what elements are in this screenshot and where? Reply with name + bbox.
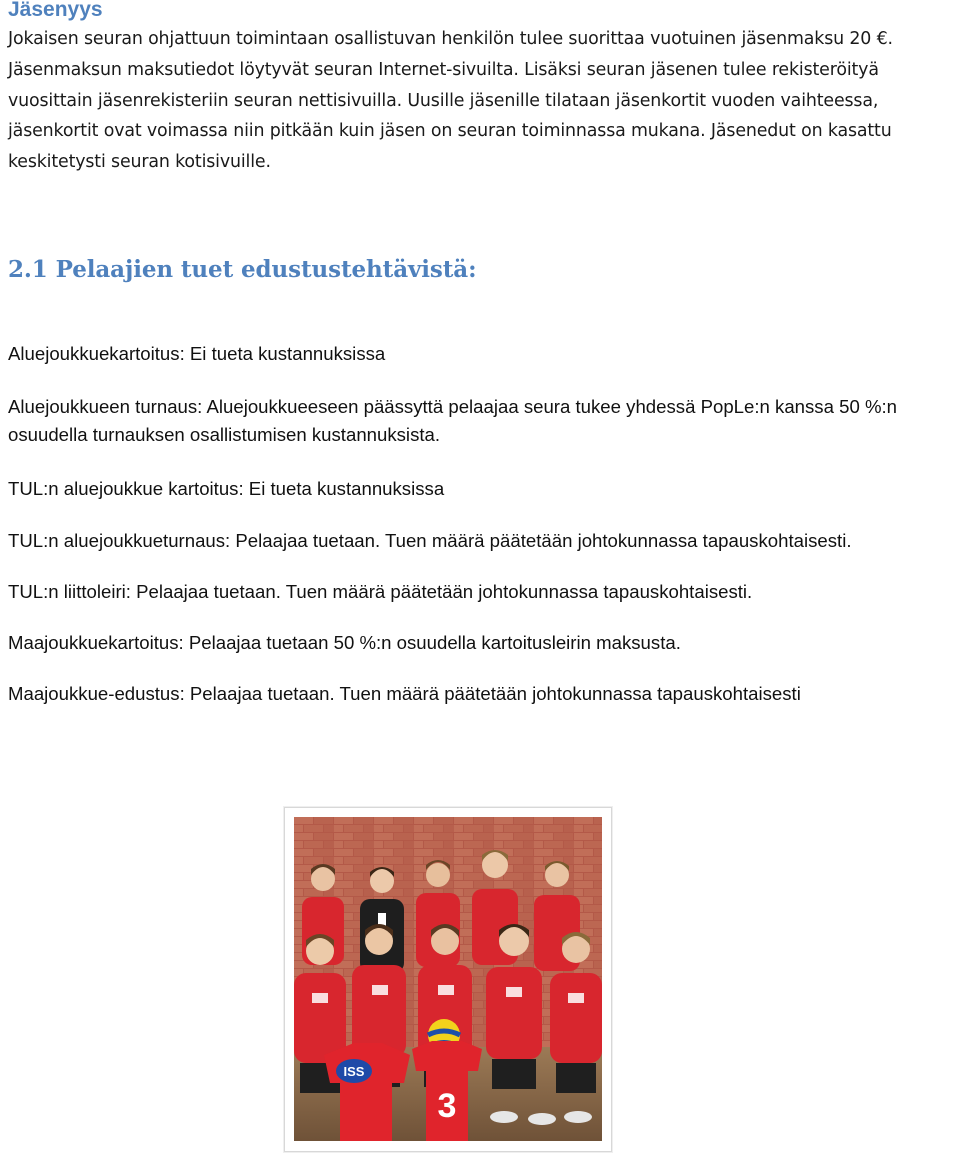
- membership-heading: Jäsenyys: [8, 0, 103, 21]
- team-photo-frame: [284, 807, 612, 1152]
- rule-national-team-screening: Maajoukkuekartoitus: Pelaajaa tuetaan 50 %:n osuudella kartoitusleirin maksusta.: [8, 632, 681, 653]
- jersey-number-text: 3: [437, 1087, 457, 1125]
- rule-regional-tournament: Aluejoukkueen turnaus: Aluejoukkueeseen päässyttä pelaajaa seura tukee yhdessä PopLe:n kanssa 50 %:n osuudella turnauksen osallistumisen kustannuksista.: [8, 396, 897, 445]
- rule-tul-regional-screening: TUL:n aluejoukkue kartoitus: Ei tueta kustannuksissa: [8, 478, 445, 499]
- rule-tul-federation-camp: TUL:n liittoleiri: Pelaajaa tuetaan. Tuen määrä päätetään johtokunnassa tapauskohtaisesti.: [8, 581, 753, 602]
- rule-tul-regional-tournament: TUL:n aluejoukkueturnaus: Pelaajaa tuetaan. Tuen määrä päätetään johtokunnassa tapauskohtaisesti.: [8, 530, 852, 551]
- rule-regional-screening: Aluejoukkuekartoitus: Ei tueta kustannuksissa: [8, 343, 386, 364]
- team-photo: [294, 817, 602, 1141]
- section-heading: 2.1 Pelaajien tuet edustustehtävistä:: [8, 256, 477, 283]
- membership-paragraph: Jokaisen seuran ohjattuun toimintaan osallistuvan henkilön tulee suorittaa vuotuinen jäsenmaksu 20 €. Jäsenmaksun maksutiedot löytyvät seuran Internet-sivuilta. Lisäksi seuran jäsenen tulee rekisteröityä vuosittain jäsenrekisteriin seuran nettisivuilla. Uusille jäsenille tilataan jäsenkortit vuoden vaihteessa, jäsenkortit ovat voimassa niin pitkään kuin jäsen on seuran toiminnassa mukana. Jäsenedut on kasattu keskitetysti seuran kotisivuille.: [8, 29, 893, 173]
- jersey-logo-text: ISS: [343, 1064, 365, 1079]
- rule-national-team-representation: Maajoukkue-edustus: Pelaajaa tuetaan. Tuen määrä päätetään johtokunnassa tapauskohtaisesti: [8, 683, 801, 704]
